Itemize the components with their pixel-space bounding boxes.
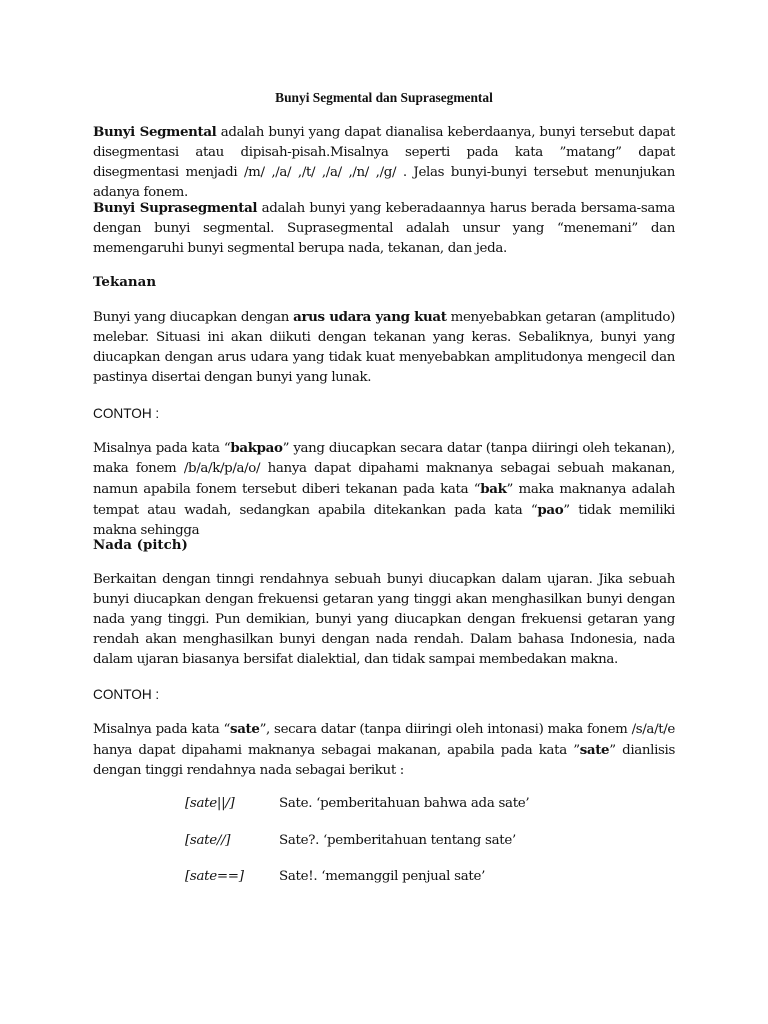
pao-bold: pao xyxy=(537,502,564,518)
term-suprasegmental: Bunyi Suprasegmental xyxy=(93,200,258,216)
bakpao-text-a: Misalnya pada kata “ xyxy=(93,441,231,456)
tekanan-bold: arus udara yang kuat xyxy=(293,309,447,325)
paragraph-tekanan xyxy=(93,307,675,388)
heading-nada: Nada (pitch) xyxy=(93,537,188,553)
segmental-text: adalah bunyi yang dapat dianalisa keberdaanya, bunyi tersebut dapat disegmentasi atau dipisah-pisah.Misalnya seperti pada kata ”matang” dapat disegmentasi menjadi /m/ ,/a/ ,/t/ ,/a/ ,/n/ ,/g/ . Jelas bunyi-bunyi tersebut menunjukan adanya fonem. xyxy=(93,125,675,200)
example-description: Sate?. ‘pemberitahuan tentang sate’ xyxy=(279,833,516,848)
heading-tekanan: Tekanan xyxy=(93,274,157,290)
example-code: [sate//] xyxy=(185,833,231,848)
bakpao-bold: bakpao xyxy=(230,440,283,456)
contoh-label-2: CONTOH : xyxy=(93,687,160,702)
contoh-label-1: CONTOH : xyxy=(93,406,160,421)
term-segmental: Bunyi Segmental xyxy=(93,124,217,140)
sate-text-c: ”, secara datar (tanpa diiringi oleh intonasi) maka fonem /s/a/t/e hanya dapat dipahami maknanya sebagai makanan, apabila pada kata ” xyxy=(93,722,675,758)
bakpao-text-g: ” tidak memiliki makna sehingga xyxy=(93,503,675,538)
example-row xyxy=(185,831,665,851)
paragraph-bakpao xyxy=(93,438,675,541)
example-row xyxy=(185,794,665,814)
page-title: Bunyi Segmental dan Suprasegmental xyxy=(275,90,493,105)
paragraph-sate xyxy=(93,719,675,781)
example-code: [sate||/] xyxy=(185,796,235,811)
sate-text-a: Misalnya pada kata “ xyxy=(93,722,231,737)
paragraph-suprasegmental xyxy=(93,198,675,259)
tekanan-text-pre: Bunyi yang diucapkan dengan xyxy=(93,310,294,325)
tekanan-text-post: menyebabkan getaran (amplitudo) melebar. Situasi ini akan diikuti dengan tekanan yang keras. Sebaliknya, bunyi yang diucapkan dengan arus udara yang tidak kuat menyebabkan amplitudonya mengecil dan pastinya disertai dengan bunyi yang lunak. xyxy=(93,310,675,385)
bak-bold: bak xyxy=(480,481,507,497)
bakpao-text-e: ” maka maknanya adalah tempat atau wadah, sedangkan apabila ditekankan pada kata “ xyxy=(93,482,676,518)
paragraph-segmental xyxy=(93,122,675,203)
sate-bold-2: sate xyxy=(579,742,610,758)
sate-text-e: ” dianlisis dengan tinggi rendahnya nada sebagai berikut : xyxy=(93,743,675,778)
suprasegmental-text: adalah bunyi yang keberadaannya harus berada bersama-sama dengan bunyi segmental. Suprasegmental adalah unsur yang “menemani” dan memengaruhi bunyi segmental berupa nada, tekanan, dan jeda. xyxy=(93,201,675,256)
bakpao-text-c: ” yang diucapkan secara datar (tanpa diiringi oleh tekanan), maka fonem /b/a/k/p/a/o/ hanya dapat dipahami maknanya sebagai sebuah makanan, namun apabila fonem tersebut diberi tekanan pada kata “ xyxy=(93,441,675,497)
sate-bold-1: sate xyxy=(230,721,260,737)
paragraph-nada: Berkaitan dengan tinngi rendahnya sebuah bunyi diucapkan dalam ujaran. Jika sebuah bunyi diucapkan dengan frekuensi getaran yang tinggi akan menghasilkan bunyi dengan nada yang tinggi. Pun demikian, bunyi yang diucapkan dengan frekuensi getaran yang rendah akan menghasilkan bunyi dengan nada rendah. Dalam bahasa Indonesia, nada dalam ujaran biasanya bersifat dialektial, dan tidak sampai membedakan makna. xyxy=(93,572,675,667)
example-description: Sate!. ‘memanggil penjual sate’ xyxy=(279,869,486,884)
example-row xyxy=(185,867,665,887)
example-code: [sate==] xyxy=(185,869,244,884)
example-description: Sate. ‘pemberitahuan bahwa ada sate’ xyxy=(279,796,530,811)
